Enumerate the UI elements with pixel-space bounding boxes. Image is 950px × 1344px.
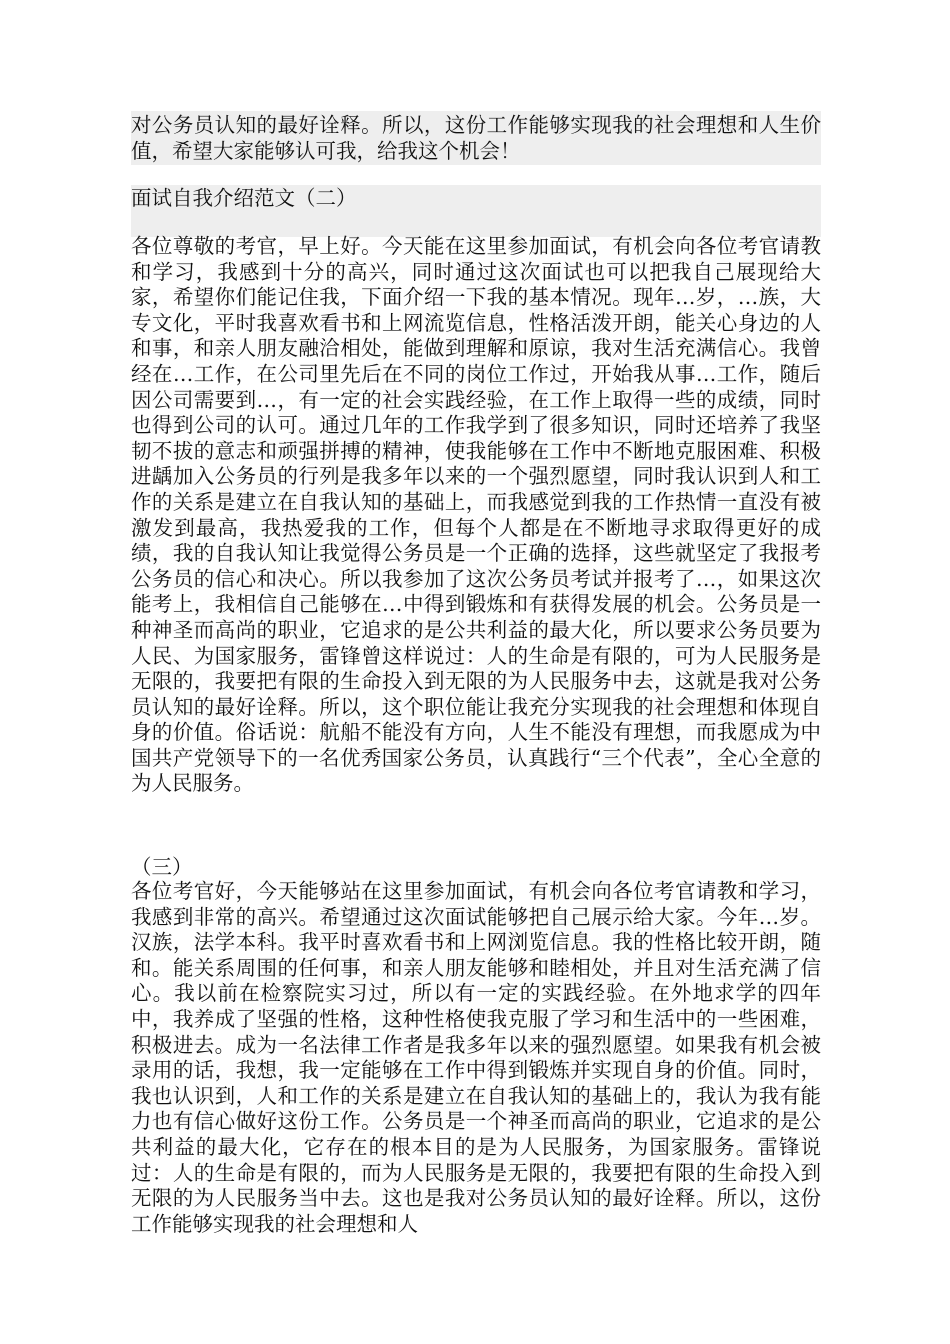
section-heading-3: （三） [131,855,193,879]
section-3-paragraph: 各位考官好，今天能够站在这里参加面试，有机会向各位考官请教和学习，我感到非常的高兴。希望通过这次面试能够把自己展示给大家。今年…岁。汉族，法学本科。我平时喜欢看书和上网浏览信息。我的性格比较开朗，随和。能关系周围的任何事，和亲人朋友能够和睦相处，并且对生活充满了信心。我以前在检察院实习过，所以有一定的实践经验。在外地求学的四年中，我养成了坚强的性格，这种性格使我克服了学习和生活中的一些困难，积极进去。成为一名法律工作者是我多年以来的强烈愿望。如果我有机会被录用的话，我想，我一定能够在工作中得到锻炼并实现自身的价值。同时，我也认识到，人和工作的关系是建立在自我认知的基础上的，我认为我有能力也有信心做好这份工作。公务员是一个神圣而高尚的职业，它追求的是公共利益的最大化，它存在的根本目的是为人民服务，为国家服务。雷锋说过：人的生命是有限的，而为人民服务是无限的，我要把有限的生命投入到无限的为人民服务当中去。这也是我对公务员认知的最好诠释。所以，这份工作能够实现我的社会理想和人 [131,879,821,1236]
intro-paragraph: 对公务员认知的最好诠释。所以，这份工作能够实现我的社会理想和人生价值，希望大家能够认可我，给我这个机会！ [131,111,821,165]
section-heading-2: 面试自我介绍范文（二） [131,185,821,237]
section-2-paragraph: 各位尊敬的考官，早上好。今天能在这里参加面试，有机会向各位考官请教和学习，我感到十分的高兴，同时通过这次面试也可以把我自己展现给大家，希望你们能记住我，下面介绍一下我的基本情况。现年…岁，…族，大专文化，平时我喜欢看书和上网流览信息，性格活泼开朗，能关心身边的人和事，和亲人朋友融洽相处，能做到理解和原谅，我对生活充满信心。我曾经在…工作，在公司里先后在不同的岗位工作过，开始我从事…工作，随后因公司需要到…，有一定的社会实践经验，在工作上取得一些的成绩，同时也得到公司的认可。通过几年的工作我学到了很多知识，同时还培养了我坚韧不拔的意志和顽强拼搏的精神，使我能够在工作中不断地克服困难、积极进龋加入公务员的行列是我多年以来的一个强烈愿望，同时我认识到人和工作的关系是建立在自我认知的基础上，而我感觉到我的工作热情一直没有被激发到最高，我热爱我的工作，但每个人都是在不断地寻求取得更好的成绩，我的自我认知让我觉得公务员是一个正确的选择，这些就坚定了我报考公务员的信心和决心。所以我参加了这次公务员考试并报考了…，如果这次能考上，我相信自己能够在…中得到锻炼和有获得发展的机会。公务员是一种神圣而高尚的职业，它追求的是公共利益的最大化，所以要求公务员要为人民、为国家服务，雷锋曾这样说过：人的生命是有限的，可为人民服务是无限的，我要把有限的生命投入到无限的为人民服务中去，这就是我对公务员认知的最好诠释。所以，这个职位能让我充分实现我的社会理想和体现自身的价值。俗话说：航船不能没有方向，人生不能没有理想，而我愿成为中国共产党领导下的一名优秀国家公务员，认真践行“三个代表”，全心全意的为人民服务。 [131,234,821,796]
